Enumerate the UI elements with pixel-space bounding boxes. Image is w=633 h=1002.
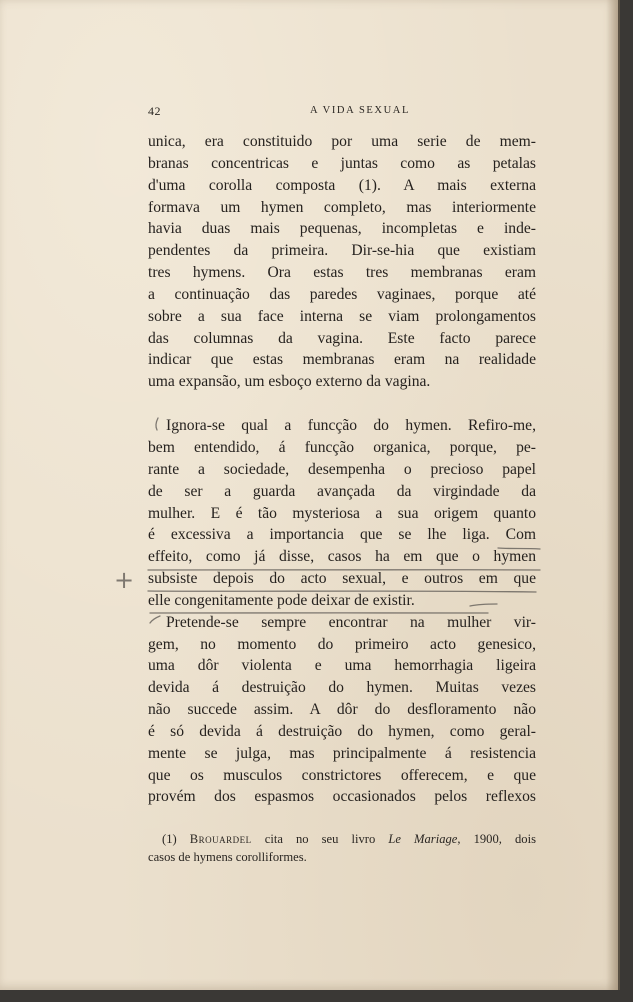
text-line: de ser a guarda avançada da virgindade da (148, 482, 536, 500)
footnote (148, 830, 536, 866)
footnote-marker: (1) (162, 832, 177, 846)
text-line: Pretende-se sempre encontrar na mulher vir- (166, 613, 536, 631)
text-line: uma expansão, um esboço externo da vagina. (148, 373, 431, 391)
text-line: das columnas da vagina. Este facto parece (148, 329, 536, 347)
text-line: formava um hymen completo, mas interiormente (148, 198, 536, 216)
paragraph-2 (148, 415, 536, 612)
text-line: é excessiva a importancia que se lhe liga. Com (148, 526, 536, 544)
underlined-text-line: subsiste depois do acto sexual, e outros em que (148, 570, 536, 588)
footnote-line-1 (148, 830, 536, 848)
footnote-line-2: casos de hymens corolliformes. (148, 850, 307, 864)
text-line: sobre a sua face interna se viam prolongamentos (148, 307, 536, 325)
text-line: indicar que estas membranas eram na realidade (148, 351, 536, 369)
text-line: rante a sociedade, desempenha o precioso papel (148, 460, 536, 478)
running-header (148, 104, 536, 120)
underlined-text-line: elle congenitamente pode deixar de existir. (148, 591, 415, 609)
text-line: que os musculos constrictores offerecem, e que (148, 766, 536, 784)
margin-cross-mark: + (114, 566, 135, 594)
text-line: tres hymens. Ora estas tres membranas eram (148, 264, 536, 282)
text-line: provém dos espasmos occasionados pelos reflexos (148, 788, 536, 806)
underlined-text-line: effeito, como já disse, casos ha em que o hymen (148, 548, 536, 566)
text-line: havia duas mais pequenas, incompletas e inde- (148, 220, 536, 238)
text-line: é só devida á destruição do hymen, como geral- (148, 722, 536, 740)
text-line: não succede assim. A dôr do desfloramento não (148, 701, 536, 719)
body-text (148, 131, 536, 808)
paragraph-3 (148, 612, 536, 809)
page-number: 42 (148, 104, 161, 118)
footnote-author: Brouardel (189, 832, 252, 846)
page-spine-shadow (606, 0, 620, 990)
text-line: a continuação das paredes vaginaes, porque até (148, 285, 536, 303)
text-line: gem, no momento do primeiro acto genesico, (148, 635, 536, 653)
text-line: uma dôr violenta e uma hemorrhagia ligeira (148, 657, 536, 675)
text-line: branas concentricas e juntas como as petalas (148, 154, 536, 172)
text-line: pendentes da primeira. Dir-se-hia que existiam (148, 242, 536, 260)
text-line: unica, era constituido por uma serie de mem- (148, 133, 536, 150)
running-title: A VIDA SEXUAL (310, 105, 410, 116)
footnote-book-title: Le Mariage (388, 832, 458, 846)
text-line: devida á destruição do hymen. Muitas vezes (148, 679, 536, 697)
paragraph-1 (148, 131, 536, 393)
text-line: d'uma corolla composta (1). A mais externa (148, 176, 536, 194)
text-line: mente se julga, mas principalmente á resistencia (148, 744, 536, 762)
footnote-text: , 1900, dois (457, 832, 536, 846)
footnote-text: cita no seu livro (251, 832, 389, 846)
text-line: Ignora-se qual a funcção do hymen. Refiro-me, (166, 417, 536, 435)
text-line: bem entendido, á funcção organica, porque, pe- (148, 438, 536, 456)
text-line: mulher. E é tão mysteriosa a sua origem quanto (148, 504, 536, 522)
